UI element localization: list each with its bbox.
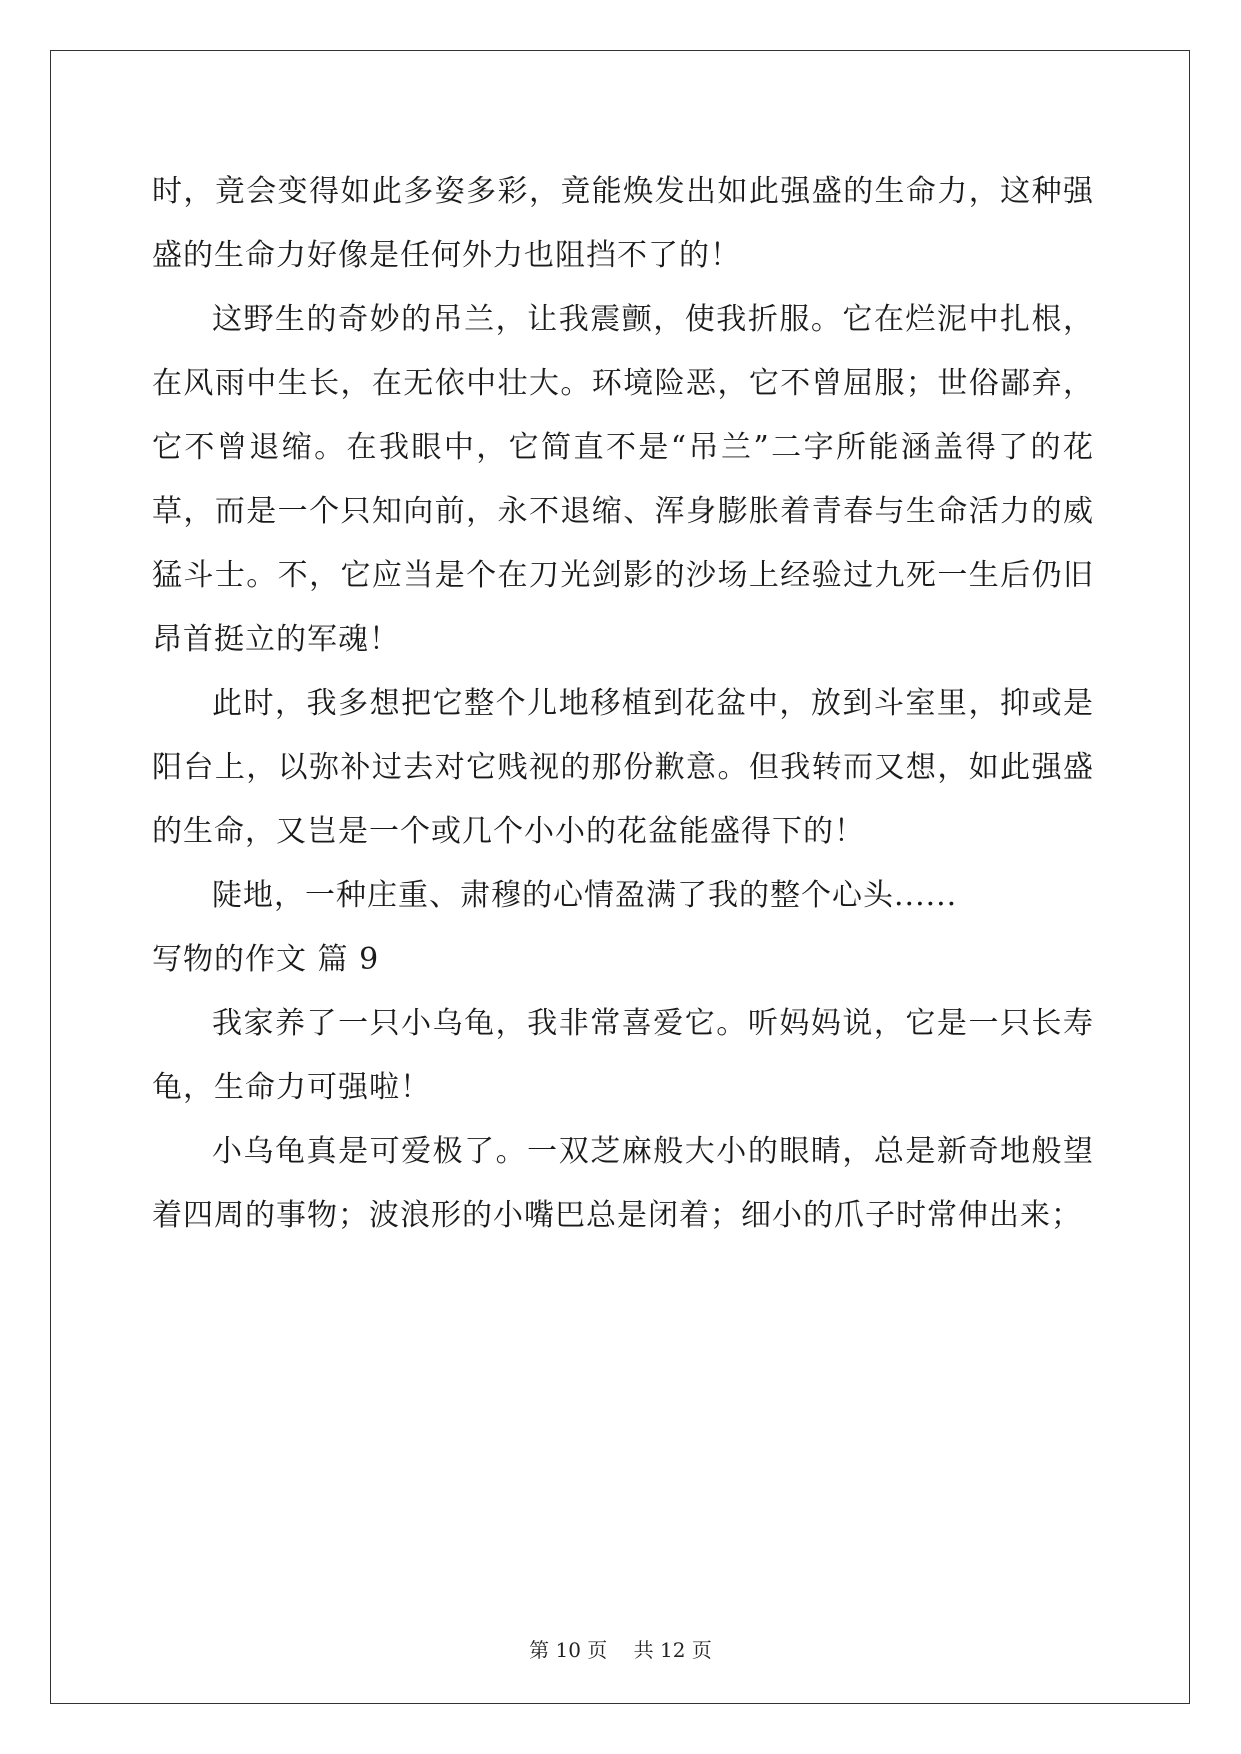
- paragraph-5: 我家养了一只小乌龟，我非常喜爱它。听妈妈说，它是一只长寿龟，生命力可强啦！: [152, 1006, 1094, 1105]
- section-heading: 写物的作文 篇 9: [152, 942, 380, 977]
- paragraph-6: 小乌龟真是可爱极了。一双芝麻般大小的眼睛，总是新奇地般望着四周的事物；波浪形的小嘴巴总是闭着；细小的爪子时常伸出来；: [152, 1134, 1094, 1233]
- paragraph-4: 陡地，一种庄重、肃穆的心情盈满了我的整个心头......: [212, 878, 958, 913]
- document-body: [152, 160, 1094, 1248]
- page-number: 第 10 页: [529, 1638, 608, 1662]
- paragraph-2: 这野生的奇妙的吊兰，让我震颤，使我折服。它在烂泥中扎根，在风雨中生长，在无依中壮大。环境险恶，它不曾屈服；世俗鄙弃，它不曾退缩。在我眼中，它简直不是“吊兰”二字所能涵盖得了的花草，而是一个只知向前，永不退缩、浑身膨胀着青春与生命活力的威猛斗士。不，它应当是个在刀光剑影的沙场上经验过九死一生后仍旧昂首挺立的军魂！: [152, 302, 1094, 657]
- page-total: 共 12 页: [633, 1638, 712, 1662]
- page-footer: [0, 1634, 1241, 1663]
- paragraph-1: 时，竟会变得如此多姿多彩，竟能焕发出如此强盛的生命力，这种强盛的生命力好像是任何外力也阻挡不了的！: [152, 174, 1094, 273]
- paragraph-3: 此时，我多想把它整个儿地移植到花盆中，放到斗室里，抑或是阳台上，以弥补过去对它贱视的那份歉意。但我转而又想，如此强盛的生命，又岂是一个或几个小小的花盆能盛得下的！: [152, 686, 1094, 849]
